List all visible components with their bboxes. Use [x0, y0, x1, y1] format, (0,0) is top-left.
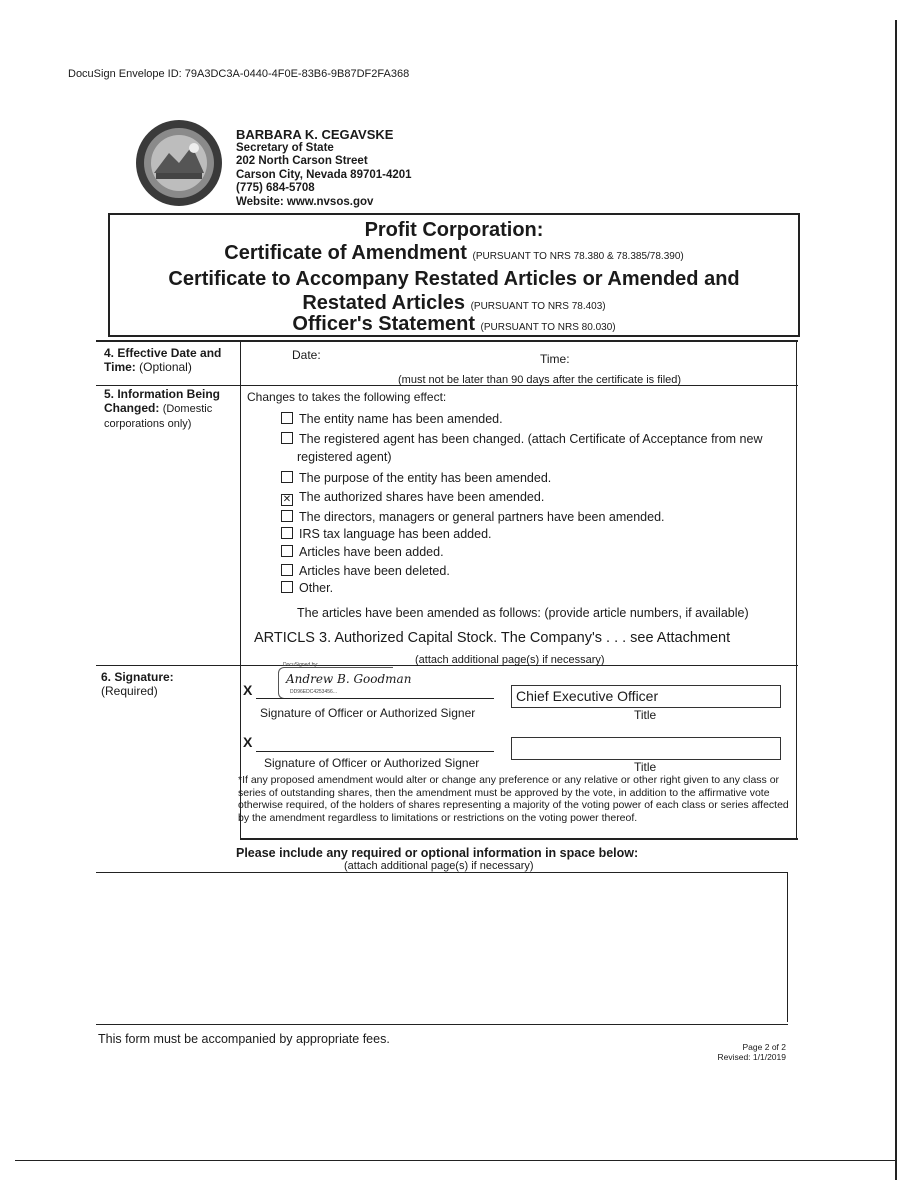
- checkbox-label: The entity name has been amended.: [299, 412, 503, 426]
- checkbox-checked[interactable]: ✕: [282, 494, 292, 505]
- page-number: Page 2 of 2: [742, 1042, 786, 1052]
- header-line5-text: Officer's Statement: [292, 313, 475, 335]
- date-label: Date:: [292, 348, 321, 362]
- optional-info-note: (attach additional page(s) if necessary): [344, 860, 534, 872]
- header-line4-note: (PURSUANT TO NRS 78.403): [470, 301, 606, 312]
- title-value-1: Chief Executive Officer: [516, 688, 659, 704]
- section6-label-text: 6. Signature:: [101, 670, 174, 684]
- checkbox-row-name[interactable]: [281, 412, 503, 426]
- optional-info-heading: Please include any required or optional information in space below:: [236, 846, 639, 860]
- checkbox-row-other[interactable]: [281, 581, 333, 595]
- checkbox-label: The directors, managers or general partners have been amended.: [299, 510, 665, 524]
- page-info: [690, 1042, 786, 1062]
- section6-label: [101, 670, 174, 698]
- section6-required: (Required): [101, 684, 158, 698]
- page-edge-right: [895, 20, 897, 1180]
- title-field-2[interactable]: [511, 737, 781, 760]
- office-name: BARBARA K. CEGAVSKE: [236, 127, 394, 142]
- checkbox-row-deleted[interactable]: [281, 564, 450, 578]
- sig-caption-1: Signature of Officer or Authorized Signer: [260, 706, 476, 720]
- office-phone: (775) 684-5708: [236, 182, 315, 194]
- section5-label: [104, 387, 238, 431]
- section5-label-text: 5. Information Being Changed:: [104, 387, 221, 415]
- office-website: Website: www.nvsos.gov: [236, 195, 374, 208]
- checkbox-row-shares[interactable]: [281, 490, 544, 506]
- checkbox-label: Articles have been added.: [299, 545, 444, 559]
- rule-top: [96, 340, 798, 342]
- x-mark-1: X: [243, 682, 253, 698]
- amendment-text[interactable]: ARTICLS 3. Authorized Capital Stock. The Company's . . . see Attachment: [254, 630, 731, 646]
- docusigned-by: DocuSigned by:: [283, 662, 319, 668]
- header-line2-text: Certificate of Amendment: [224, 242, 467, 264]
- checkbox[interactable]: [281, 564, 293, 576]
- nevada-seal-icon: [134, 118, 224, 208]
- time-label: Time:: [540, 352, 570, 366]
- office-block: [236, 128, 412, 209]
- checkbox-label: The authorized shares have been amended.: [299, 490, 545, 504]
- checkbox-row-purpose[interactable]: [281, 471, 551, 485]
- section5-sub: (Domestic corporations only): [104, 403, 213, 430]
- checkbox-row-agent[interactable]: [281, 432, 762, 446]
- section4-optional: (Optional): [139, 360, 192, 374]
- title-caption-1: Title: [634, 708, 657, 722]
- changes-intro: Changes to takes the following effect:: [247, 390, 447, 404]
- signature-1[interactable]: Andrew B. Goodman: [286, 672, 412, 686]
- checkbox[interactable]: [281, 545, 293, 557]
- x-mark-2: X: [243, 734, 253, 750]
- checkbox-label: Other.: [299, 581, 334, 595]
- title-field-1[interactable]: [511, 685, 781, 708]
- section4-label-text: 4. Effective Date and Time:: [104, 346, 222, 374]
- sig-caption-2: Signature of Officer or Authorized Signer: [264, 756, 480, 770]
- signature-id: DD96EDC4253456...: [290, 689, 337, 695]
- rule-col: [240, 340, 241, 840]
- amended-as-label: The articles have been amended as follows: (provide article numbers, if available): [297, 606, 749, 620]
- envelope-id: DocuSign Envelope ID: 79A3DC3A-0440-4F0E-83B6-9B87DF2FA368: [68, 68, 410, 80]
- rule-right: [796, 340, 797, 840]
- rule-footer: [96, 1024, 788, 1025]
- rule-info-right: [787, 872, 788, 1022]
- checkbox[interactable]: [281, 432, 293, 444]
- section4-note: (must not be later than 90 days after the certificate is filed): [398, 374, 682, 386]
- checkbox-label: IRS tax language has been added.: [299, 527, 492, 541]
- office-title: Secretary of State: [236, 141, 334, 154]
- header-line4: [110, 292, 798, 315]
- revised-date: Revised: 1/1/2019: [717, 1052, 786, 1062]
- rule-bottom: [240, 838, 798, 840]
- rule-info: [96, 872, 788, 873]
- footnote: *If any proposed amendment would alter or change any preference or any relative or other right given to any class or series of outstanding shares, then the amendment must be approved by the vote, in addition to the affirmative vote otherwise required, of the holders of shares representing a majority of the voting power of each class or series affected by the amendment regardless to limitations or restrictions on the voting power thereof.: [238, 774, 789, 824]
- header-line2: [110, 242, 798, 265]
- office-address1: 202 North Carson Street: [236, 155, 368, 167]
- attach-note: (attach additional page(s) if necessary): [415, 654, 605, 666]
- header-line5: [108, 313, 800, 336]
- checkbox-row-added[interactable]: [281, 545, 444, 559]
- header-line5-note: (PURSUANT TO NRS 80.030): [480, 322, 616, 333]
- checkbox[interactable]: [281, 510, 293, 522]
- checkbox[interactable]: [281, 581, 293, 593]
- checkbox[interactable]: [281, 527, 293, 539]
- header-line4-text: Restated Articles: [302, 292, 466, 314]
- sig-line-1: [256, 698, 494, 699]
- checkbox-label: Articles have been deleted.: [299, 564, 450, 578]
- office-address2: Carson City, Nevada 89701-4201: [236, 168, 412, 181]
- checkbox-label: The registered agent has been changed. (attach Certificate of Acceptance from new: [299, 432, 763, 446]
- title-caption-2: Title: [634, 760, 657, 774]
- checkbox-label: The purpose of the entity has been amended.: [299, 471, 552, 485]
- section4-label: [104, 346, 236, 374]
- fees-note: This form must be accompanied by appropriate fees.: [98, 1032, 390, 1046]
- header-line2-note: (PURSUANT TO NRS 78.380 & 78.385/78.390): [472, 251, 684, 262]
- optional-info-area[interactable]: [97, 874, 785, 1022]
- header-line3: Certificate to Accompany Restated Articles or Amended and: [168, 268, 740, 290]
- agent-continuation: registered agent): [297, 450, 392, 464]
- header-line1: Profit Corporation:: [364, 219, 544, 241]
- checkbox[interactable]: [281, 471, 293, 483]
- checkbox-row-directors[interactable]: [281, 510, 665, 524]
- checkbox[interactable]: [281, 412, 293, 424]
- page-edge-bottom: [15, 1160, 895, 1161]
- checkbox-row-irs[interactable]: [281, 527, 492, 541]
- sig-line-2: [256, 751, 494, 752]
